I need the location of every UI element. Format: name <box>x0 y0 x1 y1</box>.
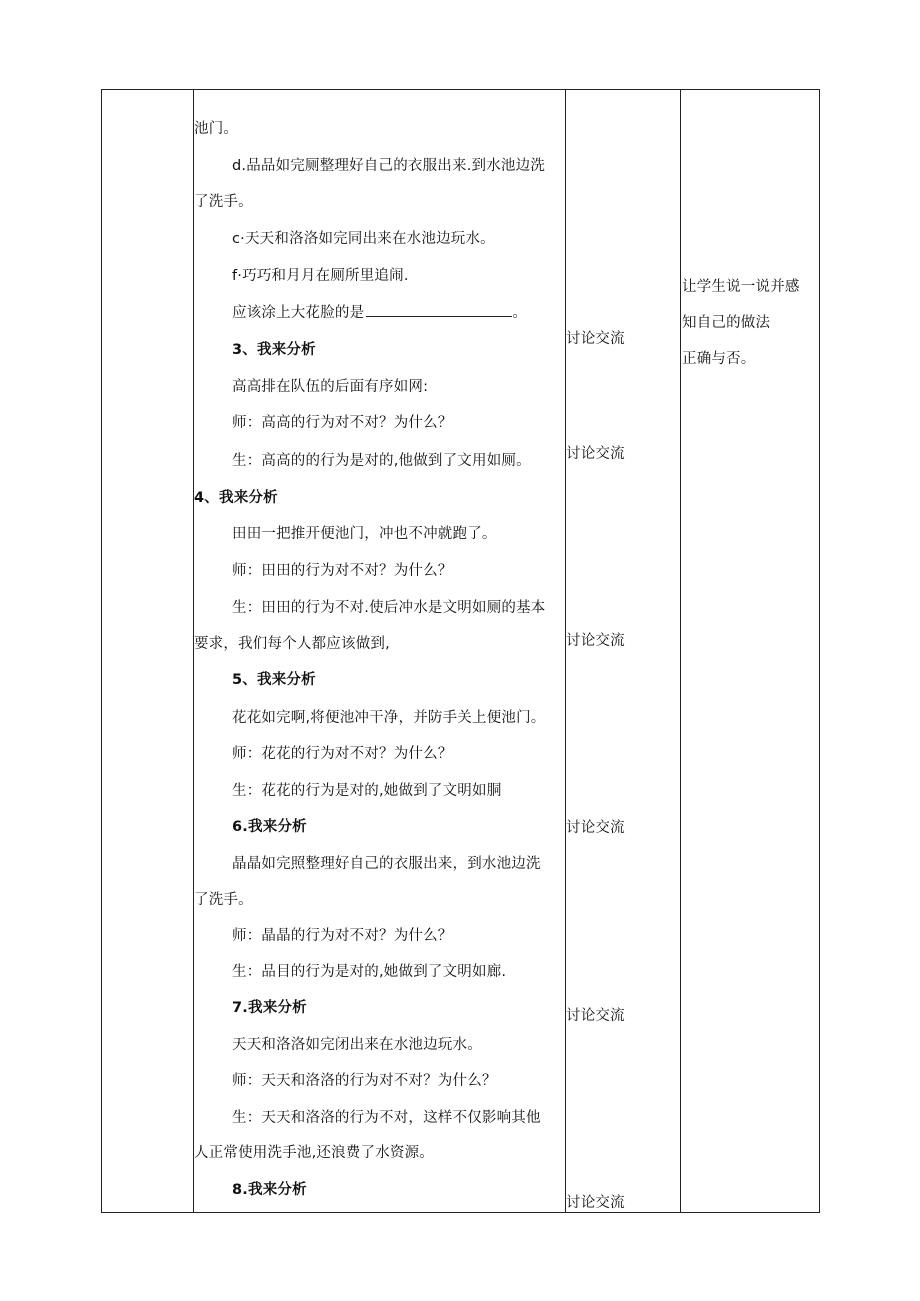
student-line-continued: 要求，我们每个人都应该做到, <box>194 636 390 652</box>
activity-label: 讨论交流 <box>566 820 625 836</box>
section-heading: 3、我来分析 <box>232 342 316 358</box>
content-line: 花花如完啊,将便池冲干净，并防手关上便池门。 <box>232 710 546 726</box>
answer-blank <box>366 302 512 317</box>
intent-line: 知自己的做法 <box>682 315 771 331</box>
intent-line: 正确与否。 <box>682 351 756 367</box>
question-end: 。 <box>512 305 528 321</box>
content-line: 天天和洛洛如完闭出来在水池边玩水。 <box>232 1037 482 1053</box>
content-line: 了洗手。 <box>194 194 253 210</box>
activity-label: 讨论交流 <box>566 1008 625 1024</box>
column-divider-2 <box>565 89 566 1213</box>
section-heading: 7.我来分析 <box>232 1000 307 1016</box>
teacher-line: 师：天天和洛洛的行为对不对？为什么？ <box>232 1073 497 1089</box>
section-heading: 4、我来分析 <box>194 490 278 506</box>
student-line: 生：田田的行为不对.使后冲水是文明如厕的基本 <box>232 600 546 616</box>
student-line: 生：天天和洛洛的行为不对，这样不仅影响其他 <box>232 1110 541 1126</box>
teacher-line: 师：高高的行为对不对？为什么？ <box>232 415 453 431</box>
content-line: 晶晶如完照整理好自己的衣服出来，到水池边洗 <box>232 856 541 872</box>
section-heading: 8.我来分析 <box>232 1182 307 1198</box>
content-line: 高高排在队伍的后面有序如网: <box>232 379 429 395</box>
teacher-line: 师：晶晶的行为对不对？为什么？ <box>232 928 453 944</box>
section-heading: 5、我来分析 <box>232 672 316 688</box>
activity-label: 讨论交流 <box>566 633 625 649</box>
teacher-line: 师：田田的行为对不对？为什么？ <box>232 563 453 579</box>
activity-label: 讨论交流 <box>566 446 625 462</box>
content-line: 田田一把推开便池门，冲也不冲就跑了。 <box>232 526 497 542</box>
content-line: 了洗手。 <box>194 892 253 908</box>
teacher-line: 师：花花的行为对不对？为什么？ <box>232 746 453 762</box>
section-heading: 6.我来分析 <box>232 819 307 835</box>
content-line: c·天天和洛洛如完同出来在水池边玩水。 <box>232 231 495 247</box>
intent-line: 让学生说一说并感 <box>682 279 800 295</box>
student-line: 生：品目的行为是对的,她做到了文明如廊. <box>232 964 507 980</box>
content-line: f·巧巧和月月在厕所里追闹. <box>232 268 409 284</box>
activity-label: 讨论交流 <box>566 1195 625 1211</box>
student-line: 生：高高的的行为是对的,他做到了文用如厕。 <box>232 453 531 469</box>
content-line: 池门。 <box>194 121 239 137</box>
student-line-continued: 人正常使用洗手池,还浪费了水资源。 <box>194 1145 435 1161</box>
fill-in-question <box>232 302 527 323</box>
student-line: 生：花花的行为是对的,她做到了文明如胴 <box>232 783 502 799</box>
column-divider-3 <box>680 89 681 1213</box>
question-text: 应该涂上大花脸的是 <box>232 305 365 321</box>
content-line: d.品品如完厕整理好自己的衣服出来.到水池边洗 <box>232 158 546 174</box>
activity-label: 讨论交流 <box>566 331 625 347</box>
